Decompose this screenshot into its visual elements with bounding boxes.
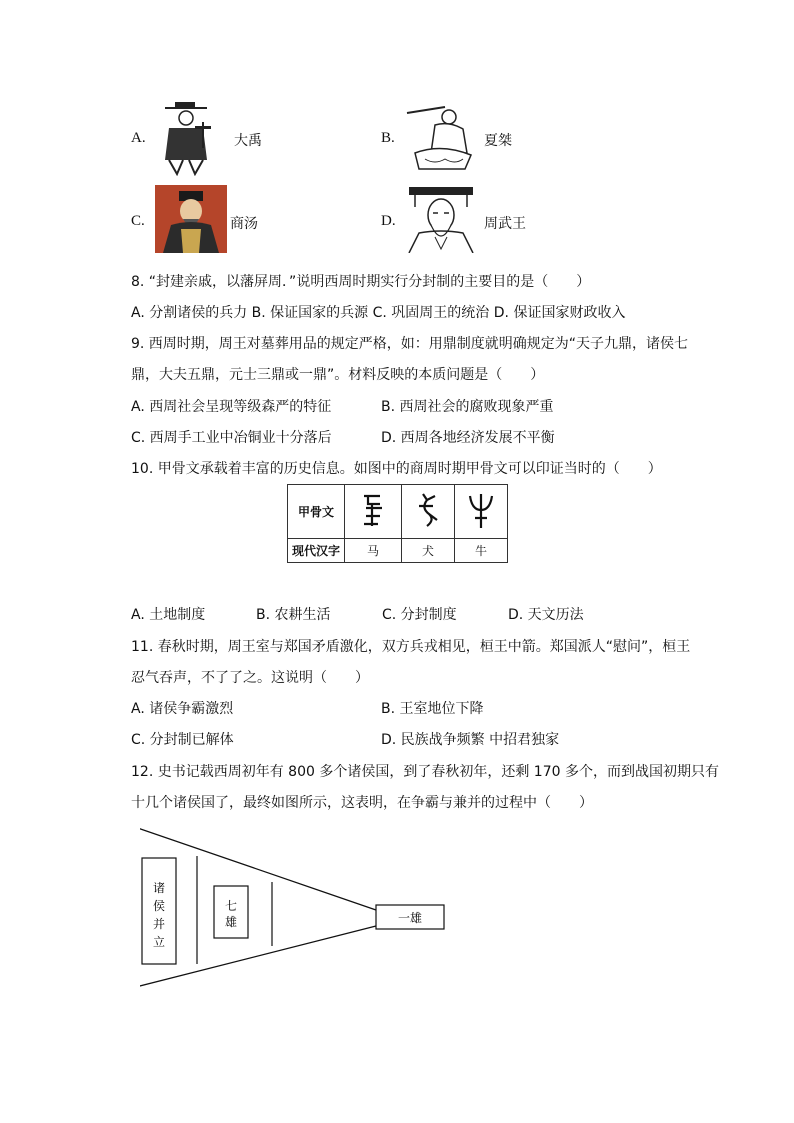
oracle-glyph-ox bbox=[455, 485, 508, 539]
modern-char-horse: 马 bbox=[345, 539, 402, 563]
q8-options: A. 分割诸侯的兵力 B. 保证国家的兵源 C. 巩固周王的统治 D. 保证国家财政收入 bbox=[131, 305, 626, 321]
caption-zhou-wu-wang: 周武王 bbox=[484, 216, 526, 232]
modern-char-dog: 犬 bbox=[402, 539, 455, 563]
modern-char-ox: 牛 bbox=[455, 539, 508, 563]
annexation-funnel-diagram bbox=[140, 822, 450, 992]
q8-stem: 8. “封建亲戚，以藩屏周．”说明西周时期实行分封制的主要目的是（ ） bbox=[131, 274, 591, 290]
q9-option-a: A. 西周社会呈现等级森严的特征 bbox=[131, 399, 332, 415]
q11-stem-line1: 11. 春秋时期，周王室与郑国矛盾激化，双方兵戎相见，桓王中箭。郑国派人“慰问”，桓王 bbox=[131, 639, 691, 655]
q11-option-a: A. 诸侯争霸激烈 bbox=[131, 701, 234, 717]
q11-option-b: B. 王室地位下降 bbox=[381, 701, 484, 717]
xia-jie-figure-image bbox=[405, 103, 477, 175]
option-letter: A. bbox=[131, 130, 146, 146]
option-letter: D. bbox=[381, 213, 396, 229]
q9-option-b: B. 西周社会的腐败现象严重 bbox=[381, 399, 554, 415]
q12-stem-line1: 12. 史书记载西周初年有 800 多个诸侯国，到了春秋初年，还剩 170 多个，而到战国初期只有 bbox=[131, 764, 719, 780]
caption-xia-jie: 夏桀 bbox=[484, 133, 512, 149]
table-header-oracle: 甲骨文 bbox=[288, 485, 345, 539]
q9-option-d: D. 西周各地经济发展不平衡 bbox=[381, 430, 555, 446]
q10-option-b: B. 农耕生活 bbox=[256, 607, 331, 623]
box2-char-2: 雄 bbox=[224, 915, 238, 929]
q10-option-d: D. 天文历法 bbox=[508, 607, 584, 623]
oracle-horse-glyph-icon bbox=[358, 490, 388, 530]
q9-stem-line1: 9. 西周时期，周王对墓葬用品的规定严格，如：用鼎制度就明确规定为“天子九鼎，诸侯七 bbox=[131, 336, 689, 352]
box1-char-3: 并 bbox=[152, 917, 166, 931]
q12-stem-line2: 十几个诸侯国了，最终如图所示，这表明，在争霸与兼并的过程中（ ） bbox=[131, 795, 593, 811]
option-letter: C. bbox=[131, 213, 145, 229]
caption-da-yu: 大禹 bbox=[234, 133, 262, 149]
q10-option-c: C. 分封制度 bbox=[382, 607, 457, 623]
q11-option-d: D. 民族战争频繁 中招君独家 bbox=[381, 732, 560, 748]
q9-option-c: C. 西周手工业中冶铜业十分落后 bbox=[131, 430, 332, 446]
box2-char-1: 七 bbox=[224, 899, 238, 913]
option-letter: B. bbox=[381, 130, 395, 146]
zhou-wu-wang-portrait-image bbox=[405, 185, 477, 253]
oracle-glyph-horse bbox=[345, 485, 402, 539]
q10-option-a: A. 土地制度 bbox=[131, 607, 206, 623]
box1-char-2: 侯 bbox=[152, 899, 166, 913]
oracle-dog-glyph-icon bbox=[413, 490, 443, 530]
q11-stem-line2: 忍气吞声，不了了之。这说明（ ） bbox=[131, 670, 369, 686]
table-header-modern: 现代汉字 bbox=[288, 539, 345, 563]
shang-tang-portrait-image bbox=[155, 185, 227, 253]
q9-stem-line2: 鼎，大夫五鼎，元士三鼎或一鼎”。材料反映的本质问题是（ ） bbox=[131, 367, 545, 383]
q10-stem: 10. 甲骨文承载着丰富的历史信息。如图中的商周时期甲骨文可以印证当时的（ ） bbox=[131, 461, 662, 477]
oracle-glyph-dog bbox=[402, 485, 455, 539]
box1-char-1: 诸 bbox=[152, 881, 166, 895]
box3-label: 一雄 bbox=[397, 911, 423, 925]
da-yu-figure-image bbox=[155, 100, 217, 176]
oracle-bone-table bbox=[287, 484, 508, 563]
caption-shang-tang: 商汤 bbox=[230, 216, 258, 232]
q11-option-c: C. 分封制已解体 bbox=[131, 732, 234, 748]
oracle-ox-glyph-icon bbox=[466, 490, 496, 530]
box1-char-4: 立 bbox=[152, 935, 166, 949]
